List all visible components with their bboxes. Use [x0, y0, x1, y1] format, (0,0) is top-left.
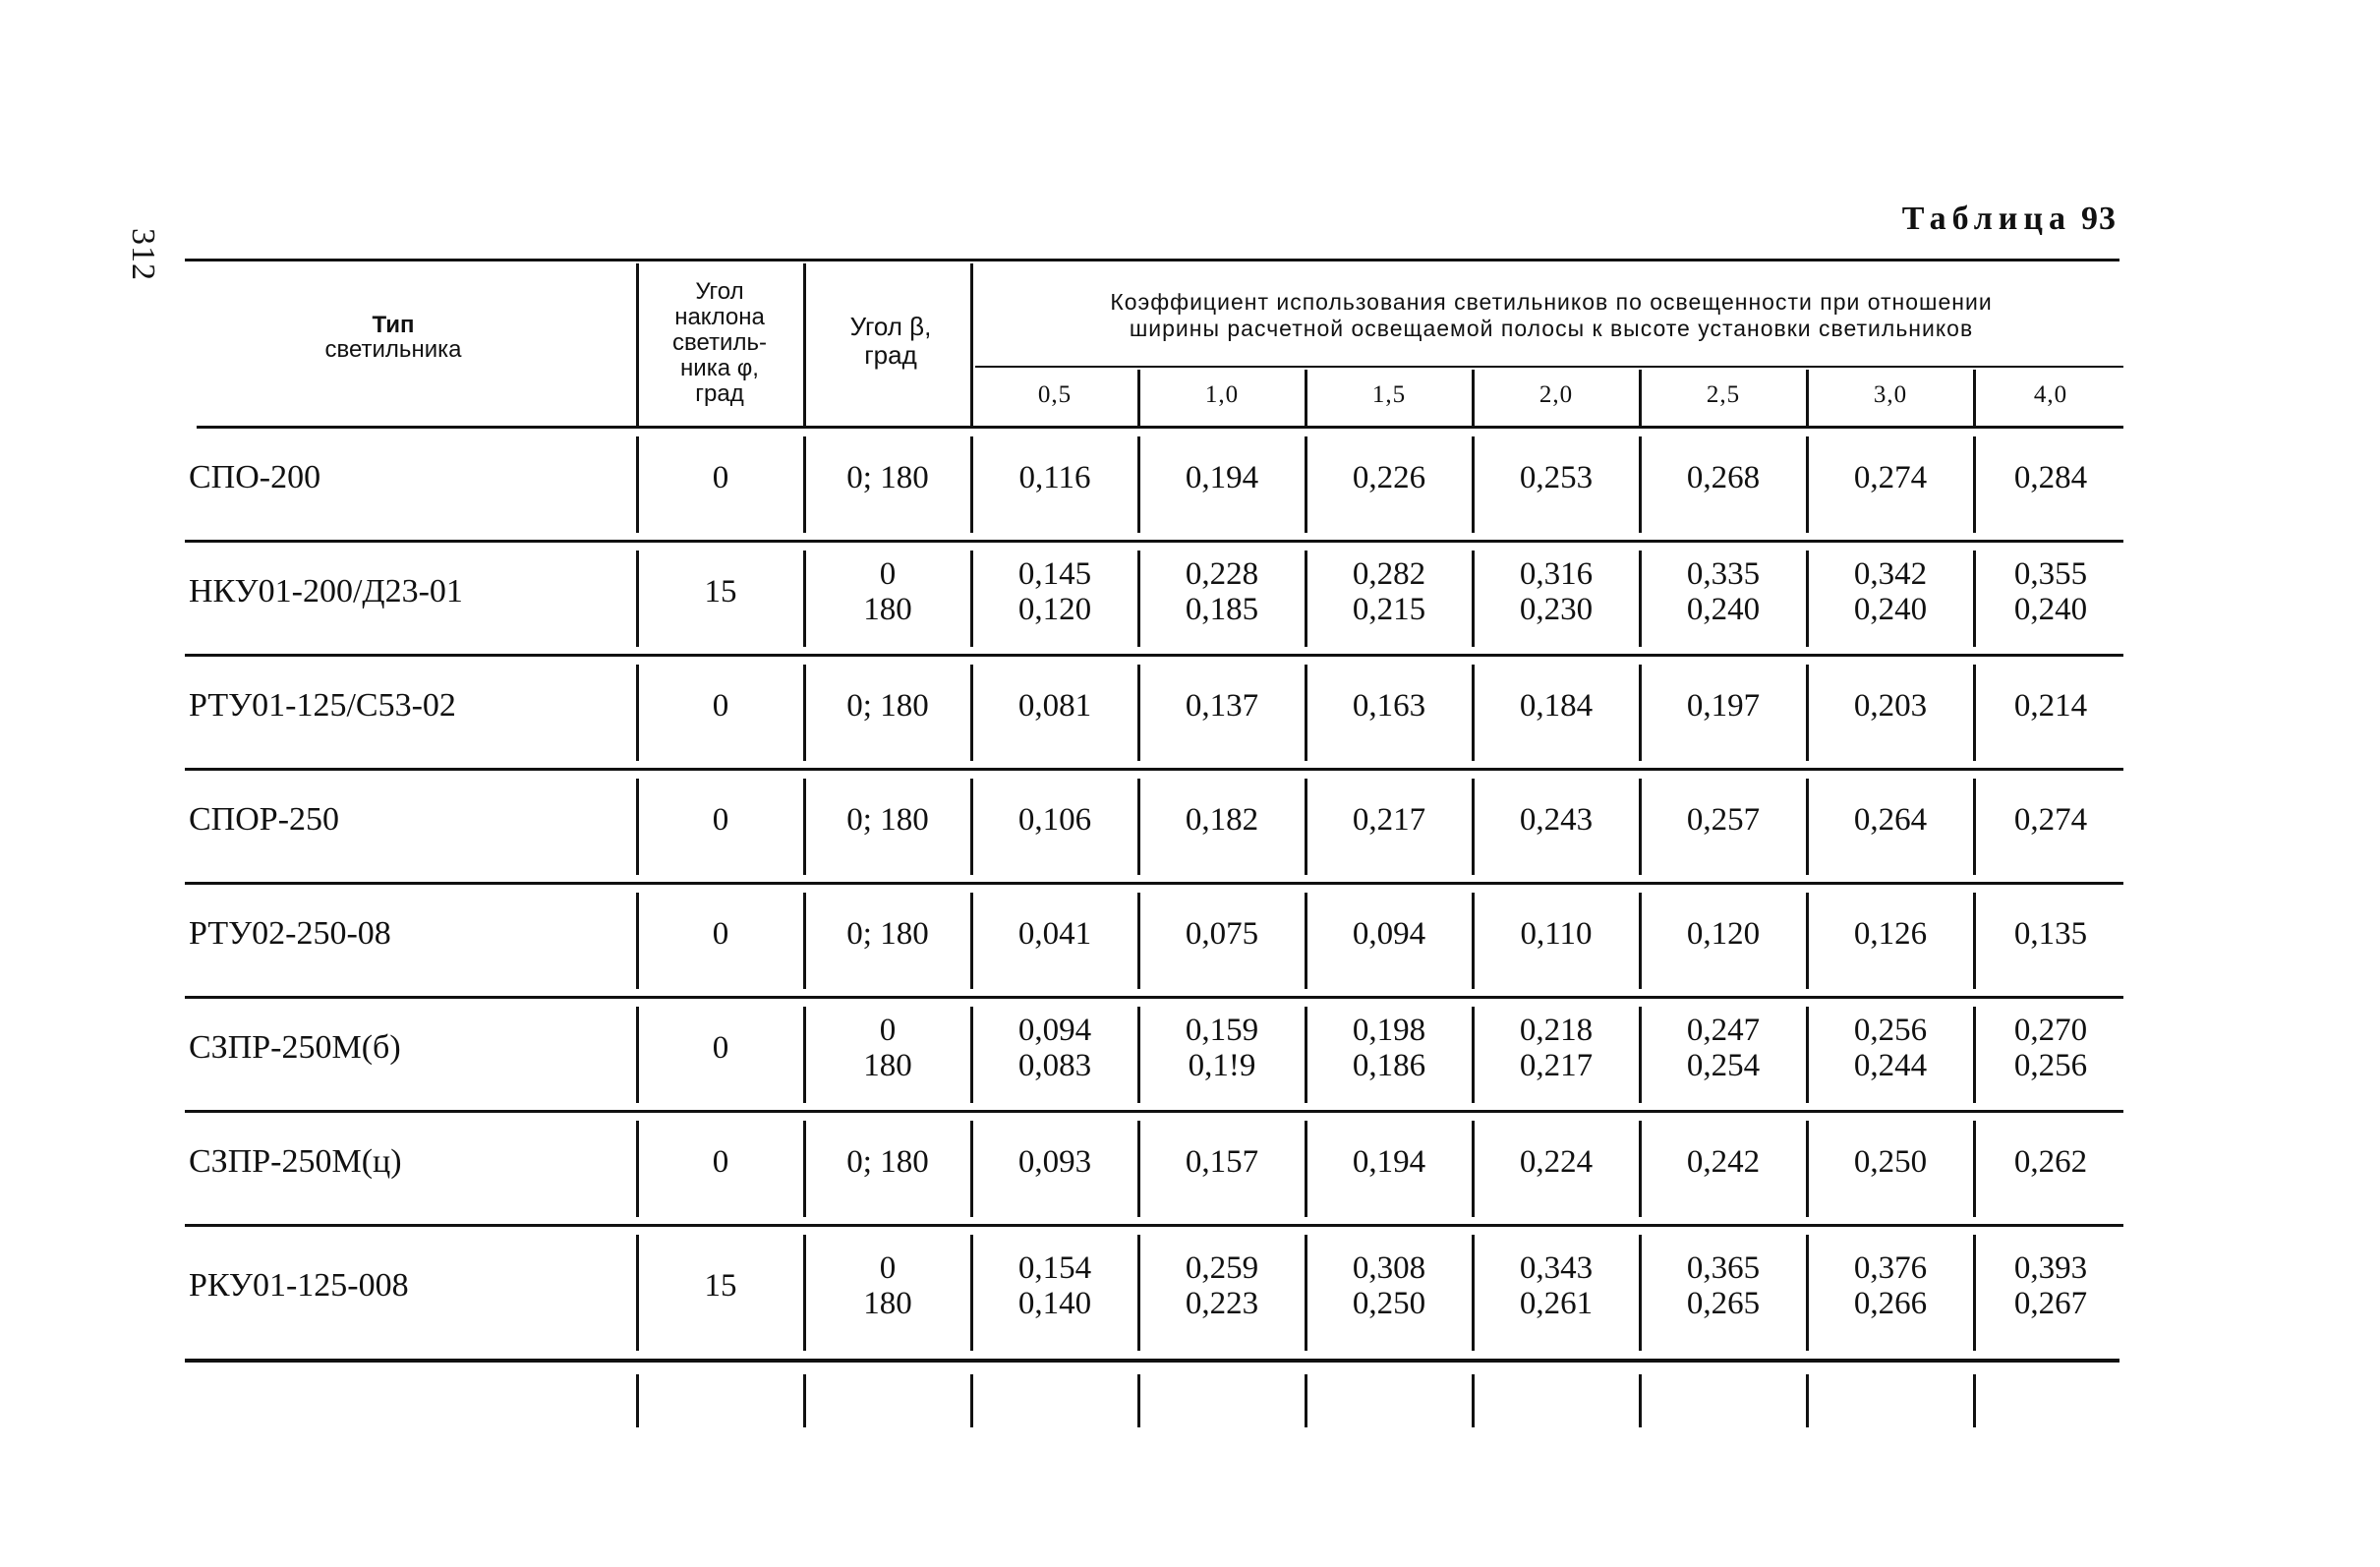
- header-phi-line: светиль-: [672, 328, 767, 356]
- continuation-divider: [1305, 1374, 1307, 1427]
- coefficient-cell-line: 0,284: [2013, 460, 2088, 495]
- header-coef-line2: ширины расчетной освещаемой полосы к высоте установки светильников: [1129, 316, 1974, 342]
- coefficient-cell-line: 0,094: [1352, 916, 1426, 952]
- coefficient-cell-line: 0,262: [2013, 1144, 2088, 1180]
- header-tilt-angle: [637, 279, 802, 407]
- coefficient-cell-line: 0,094: [1017, 1013, 1092, 1048]
- coefficient-cell-line: 0,268: [1686, 460, 1761, 495]
- luminaire-name-cell-line: НКУ01-200/Д23-01: [189, 573, 463, 609]
- tilt-angle-cell-line: 0: [712, 460, 729, 495]
- beta-angle-cell: [804, 1013, 971, 1083]
- coefficient-cell-line: 0,355: [2013, 556, 2088, 592]
- beta-angle-cell-line: 0; 180: [846, 688, 929, 724]
- coefficient-cell-line: 0,194: [1352, 1144, 1426, 1180]
- coefficient-cell: [971, 688, 1138, 724]
- table-top-rule: [185, 259, 2119, 261]
- table-caption-word: Таблица: [1901, 201, 2071, 237]
- beta-angle-cell-line: 0; 180: [846, 1144, 929, 1180]
- tilt-angle-cell-line: 0: [712, 1144, 729, 1180]
- coefficient-cell-line: 0,075: [1185, 916, 1259, 952]
- coefficient-cell-line: 0,194: [1185, 460, 1259, 495]
- coefficient-cell: [1807, 916, 1974, 952]
- coefficient-cell-line: 0,081: [1017, 688, 1092, 724]
- coefficient-cell-line: 0,393: [2013, 1250, 2088, 1286]
- coefficient-cell-line: 0,116: [1018, 460, 1091, 495]
- coefficient-cell: [1306, 556, 1473, 627]
- beta-angle-cell-line: 180: [863, 1286, 912, 1321]
- coefficient-cell-line: 0,343: [1519, 1250, 1594, 1286]
- luminaire-name-cell-line: СПОР-250: [189, 801, 340, 838]
- coefficient-cell: [1138, 688, 1306, 724]
- coefficient-cell: [1807, 1250, 1974, 1321]
- beta-angle-cell: [804, 460, 971, 495]
- coefficient-cell-line: 0,265: [1686, 1286, 1761, 1321]
- beta-angle-cell: [804, 1250, 971, 1321]
- coefficient-cell: [1306, 916, 1473, 952]
- tilt-angle-cell: [637, 688, 804, 724]
- coefficient-cell-line: 0,267: [2013, 1286, 2088, 1321]
- luminaire-name-cell-line: СЗПР-250М(ц): [189, 1143, 402, 1180]
- coefficient-cell-line: 0,217: [1352, 802, 1426, 838]
- coefficient-cell: [1138, 1013, 1306, 1083]
- coefficient-cell: [1306, 802, 1473, 838]
- coefficient-cell: [971, 1013, 1138, 1083]
- ratio-header-cell: 1,0: [1204, 381, 1240, 408]
- coefficient-cell: [1974, 1013, 2127, 1083]
- tilt-angle-cell: [637, 1268, 804, 1304]
- coefficient-cell: [1138, 460, 1306, 495]
- coefficient-cell: [1640, 1144, 1807, 1180]
- header-column-divider: [636, 263, 639, 426]
- coefficient-cell: [1640, 1013, 1807, 1083]
- coefficient-cell: [1807, 1013, 1974, 1083]
- beta-angle-cell: [804, 1144, 971, 1180]
- table-caption: [1902, 201, 2117, 238]
- tilt-angle-cell: [637, 802, 804, 838]
- coefficient-cell: [1807, 556, 1974, 627]
- luminaire-name-cell: [189, 802, 629, 838]
- coefficient-cell-line: 0,264: [1853, 802, 1928, 838]
- coefficient-cell-line: 0,159: [1185, 1013, 1259, 1048]
- header-beta-line: град: [864, 339, 917, 370]
- coefficient-cell-line: 0,214: [2013, 688, 2088, 724]
- coefficient-cell-line: 0,226: [1352, 460, 1426, 495]
- coefficient-cell-line: 0,261: [1519, 1286, 1594, 1321]
- header-coefficient: [981, 289, 2121, 342]
- coefficient-cell: [1138, 556, 1306, 627]
- beta-angle-cell-line: 0: [879, 1013, 897, 1048]
- beta-angle-cell: [804, 556, 971, 627]
- ratio-header-cell: 1,5: [1371, 381, 1407, 408]
- coefficient-cell-line: 0,250: [1853, 1144, 1928, 1180]
- row-separator: [185, 768, 2123, 771]
- coefficient-cell-line: 0,230: [1519, 592, 1594, 627]
- header-type-line1: Тип: [372, 312, 415, 338]
- coefficient-cell: [1807, 1144, 1974, 1180]
- coefficient-cell: [971, 916, 1138, 952]
- header-column-divider: [803, 263, 806, 426]
- coefficient-cell: [1138, 1250, 1306, 1321]
- beta-angle-cell-line: 0; 180: [846, 916, 929, 952]
- ratio-header-cell: 4,0: [2033, 381, 2068, 408]
- coefficient-cell: [1473, 688, 1640, 724]
- coefficient-cell-line: 0,093: [1017, 1144, 1092, 1180]
- coefficient-cell: [1974, 1250, 2127, 1321]
- luminaire-name-cell: [189, 1144, 629, 1180]
- coefficient-cell-line: 0,240: [1853, 592, 1928, 627]
- row-separator: [185, 996, 2123, 999]
- tilt-angle-cell-line: 0: [712, 916, 729, 952]
- coefficient-cell-line: 0,270: [2013, 1013, 2088, 1048]
- coefficient-cell: [1974, 916, 2127, 952]
- beta-angle-cell: [804, 688, 971, 724]
- coefficient-cell-line: 0,254: [1686, 1048, 1761, 1083]
- coefficient-cell: [1473, 1144, 1640, 1180]
- tilt-angle-cell-line: 15: [704, 574, 737, 609]
- row-separator: [185, 1110, 2123, 1113]
- coefficient-cell-line: 0,126: [1853, 916, 1928, 952]
- coefficient-cell-line: 0,197: [1686, 688, 1761, 724]
- coefficient-cell-line: 0,282: [1352, 556, 1426, 592]
- coefficient-cell-line: 0,198: [1352, 1013, 1426, 1048]
- coefficient-cell-line: 0,083: [1017, 1048, 1092, 1083]
- continuation-divider: [1806, 1374, 1809, 1427]
- continuation-divider: [1137, 1374, 1140, 1427]
- coefficient-cell: [1306, 1250, 1473, 1321]
- coefficient-cell-line: 0,135: [2013, 916, 2088, 952]
- coefficient-cell: [1807, 688, 1974, 724]
- tilt-angle-cell: [637, 916, 804, 952]
- luminaire-name-cell: [189, 574, 629, 609]
- row-separator: [185, 1224, 2123, 1227]
- beta-angle-cell: [804, 916, 971, 952]
- luminaire-name-cell-line: РТУ02-250-08: [189, 915, 391, 952]
- coefficient-cell-line: 0,140: [1017, 1286, 1092, 1321]
- coefficient-cell-line: 0,120: [1686, 916, 1761, 952]
- coefficient-cell: [1306, 460, 1473, 495]
- coefficient-cell-line: 0,203: [1853, 688, 1928, 724]
- coefficient-cell-line: 0,253: [1519, 460, 1594, 495]
- luminaire-name-cell-line: СЗПР-250М(б): [189, 1029, 401, 1066]
- header-phi-line: ника φ,: [680, 354, 759, 381]
- table-bottom-rule: [185, 1359, 2119, 1363]
- coefficient-cell-line: 0,240: [2013, 592, 2088, 627]
- continuation-divider: [636, 1374, 639, 1427]
- coefficient-cell: [1473, 556, 1640, 627]
- coefficient-cell: [971, 802, 1138, 838]
- coefficient-cell-line: 0,259: [1185, 1250, 1259, 1286]
- tilt-angle-cell: [637, 574, 804, 609]
- coefficient-cell-line: 0,1!9: [1188, 1048, 1256, 1083]
- continuation-divider: [1472, 1374, 1475, 1427]
- coefficient-cell: [1138, 1144, 1306, 1180]
- row-separator: [185, 540, 2123, 543]
- coefficient-cell-line: 0,154: [1017, 1250, 1092, 1286]
- table-caption-number: 93: [2081, 201, 2117, 237]
- beta-angle-cell-line: 0: [879, 556, 897, 592]
- tilt-angle-cell: [637, 1030, 804, 1066]
- coefficient-cell: [1640, 916, 1807, 952]
- coefficient-cell: [1473, 1250, 1640, 1321]
- coefficient-cell-line: 0,182: [1185, 802, 1259, 838]
- coefficient-cell: [1473, 916, 1640, 952]
- coefficient-cell: [1306, 1144, 1473, 1180]
- header-beta-angle: [808, 313, 973, 369]
- coefficient-cell-line: 0,244: [1853, 1048, 1928, 1083]
- beta-angle-cell-line: 0: [879, 1250, 897, 1286]
- tilt-angle-cell-line: 0: [712, 802, 729, 838]
- coefficient-cell: [1640, 460, 1807, 495]
- page-number: 312: [125, 228, 161, 281]
- ratio-header-cell: 2,5: [1706, 381, 1741, 408]
- continuation-divider: [803, 1374, 806, 1427]
- coefficient-cell-line: 0,240: [1686, 592, 1761, 627]
- ratio-header-cell: 2,0: [1538, 381, 1574, 408]
- luminaire-name-cell: [189, 460, 629, 495]
- coefficient-cell-line: 0,266: [1853, 1286, 1928, 1321]
- coefficient-cell: [1640, 802, 1807, 838]
- continuation-divider: [970, 1374, 973, 1427]
- coefficient-cell: [1306, 1013, 1473, 1083]
- coefficient-cell: [1640, 556, 1807, 627]
- coefficient-cell: [1974, 460, 2127, 495]
- coefficient-cell-line: 0,376: [1853, 1250, 1928, 1286]
- coefficient-cell: [1640, 688, 1807, 724]
- coefficient-cell-line: 0,274: [1853, 460, 1928, 495]
- coefficient-cell: [971, 556, 1138, 627]
- tilt-angle-cell-line: 0: [712, 688, 729, 724]
- coefficient-cell: [971, 1250, 1138, 1321]
- coefficient-cell-line: 0,274: [2013, 802, 2088, 838]
- beta-angle-cell-line: 180: [863, 592, 912, 627]
- luminaire-name-cell: [189, 916, 629, 952]
- coefficient-cell-line: 0,247: [1686, 1013, 1761, 1048]
- row-separator: [185, 882, 2123, 885]
- coefficient-cell: [971, 1144, 1138, 1180]
- coefficient-cell-line: 0,308: [1352, 1250, 1426, 1286]
- coefficient-cell-line: 0,041: [1017, 916, 1092, 952]
- coefficient-cell-line: 0,106: [1017, 802, 1092, 838]
- beta-angle-cell-line: 0; 180: [846, 460, 929, 495]
- header-phi-line: град: [695, 379, 744, 407]
- coefficient-cell-line: 0,110: [1520, 916, 1593, 952]
- coefficient-cell: [1807, 460, 1974, 495]
- coefficient-cell-line: 0,223: [1185, 1286, 1259, 1321]
- coefficient-cell: [1974, 556, 2127, 627]
- coefficient-cell: [1974, 688, 2127, 724]
- beta-angle-cell-line: 180: [863, 1048, 912, 1083]
- coefficient-cell: [1974, 802, 2127, 838]
- coefficient-cell-line: 0,228: [1185, 556, 1259, 592]
- header-bottom-rule: [197, 426, 2123, 429]
- luminaire-name-cell: [189, 688, 629, 724]
- tilt-angle-cell-line: 15: [704, 1268, 737, 1304]
- coefficient-cell: [1138, 802, 1306, 838]
- coefficient-cell-line: 0,157: [1185, 1144, 1259, 1180]
- row-separator: [185, 654, 2123, 657]
- coefficient-cell-line: 0,243: [1519, 802, 1594, 838]
- continuation-divider: [1973, 1374, 1976, 1427]
- coefficient-cell-line: 0,137: [1185, 688, 1259, 724]
- beta-angle-cell-line: 0; 180: [846, 802, 929, 838]
- coefficient-cell: [1306, 688, 1473, 724]
- coefficient-cell-line: 0,215: [1352, 592, 1426, 627]
- coefficient-cell-line: 0,316: [1519, 556, 1594, 592]
- coefficient-cell-line: 0,365: [1686, 1250, 1761, 1286]
- header-phi-line: Угол: [695, 278, 744, 305]
- coefficient-cell-line: 0,120: [1017, 592, 1092, 627]
- coefficient-header-rule: [975, 366, 2123, 368]
- coefficient-cell-line: 0,256: [2013, 1048, 2088, 1083]
- luminaire-name-cell: [189, 1268, 629, 1304]
- coefficient-cell-line: 0,257: [1686, 802, 1761, 838]
- coefficient-cell-line: 0,256: [1853, 1013, 1928, 1048]
- luminaire-name-cell-line: РТУ01-125/С53-02: [189, 687, 456, 724]
- coefficient-cell-line: 0,145: [1017, 556, 1092, 592]
- coefficient-cell-line: 0,218: [1519, 1013, 1594, 1048]
- coefficient-cell-line: 0,217: [1519, 1048, 1594, 1083]
- tilt-angle-cell-line: 0: [712, 1030, 729, 1066]
- tilt-angle-cell: [637, 1144, 804, 1180]
- coefficient-cell: [1473, 1013, 1640, 1083]
- luminaire-name-cell-line: СПО-200: [189, 459, 321, 495]
- tilt-angle-cell: [637, 460, 804, 495]
- beta-angle-cell: [804, 802, 971, 838]
- header-phi-line: наклона: [674, 303, 765, 330]
- coefficient-cell-line: 0,184: [1519, 688, 1594, 724]
- continuation-divider: [1639, 1374, 1642, 1427]
- coefficient-cell-line: 0,335: [1686, 556, 1761, 592]
- coefficient-cell-line: 0,163: [1352, 688, 1426, 724]
- coefficient-cell: [971, 460, 1138, 495]
- header-type-line2: светильника: [324, 336, 462, 364]
- luminaire-name-cell: [189, 1030, 629, 1066]
- ratio-header-cell: 3,0: [1873, 381, 1908, 408]
- coefficient-cell: [1473, 802, 1640, 838]
- coefficient-cell-line: 0,186: [1352, 1048, 1426, 1083]
- header-beta-line: Угол β,: [849, 312, 932, 341]
- coefficient-cell: [1473, 460, 1640, 495]
- ratio-header-cell: 0,5: [1037, 381, 1073, 408]
- header-luminaire-type: [275, 313, 511, 362]
- coefficient-cell: [1138, 916, 1306, 952]
- coefficient-cell-line: 0,185: [1185, 592, 1259, 627]
- coefficient-cell: [1640, 1250, 1807, 1321]
- coefficient-cell-line: 0,250: [1352, 1286, 1426, 1321]
- coefficient-cell-line: 0,242: [1686, 1144, 1761, 1180]
- coefficient-cell: [1974, 1144, 2127, 1180]
- luminaire-name-cell-line: РКУ01-125-008: [189, 1267, 409, 1304]
- coefficient-cell-line: 0,224: [1519, 1144, 1594, 1180]
- coefficient-cell: [1807, 802, 1974, 838]
- coefficient-cell-line: 0,342: [1853, 556, 1928, 592]
- header-coef-line1: Коэффициент использования светильников по освещенности при отношении: [1110, 289, 1993, 315]
